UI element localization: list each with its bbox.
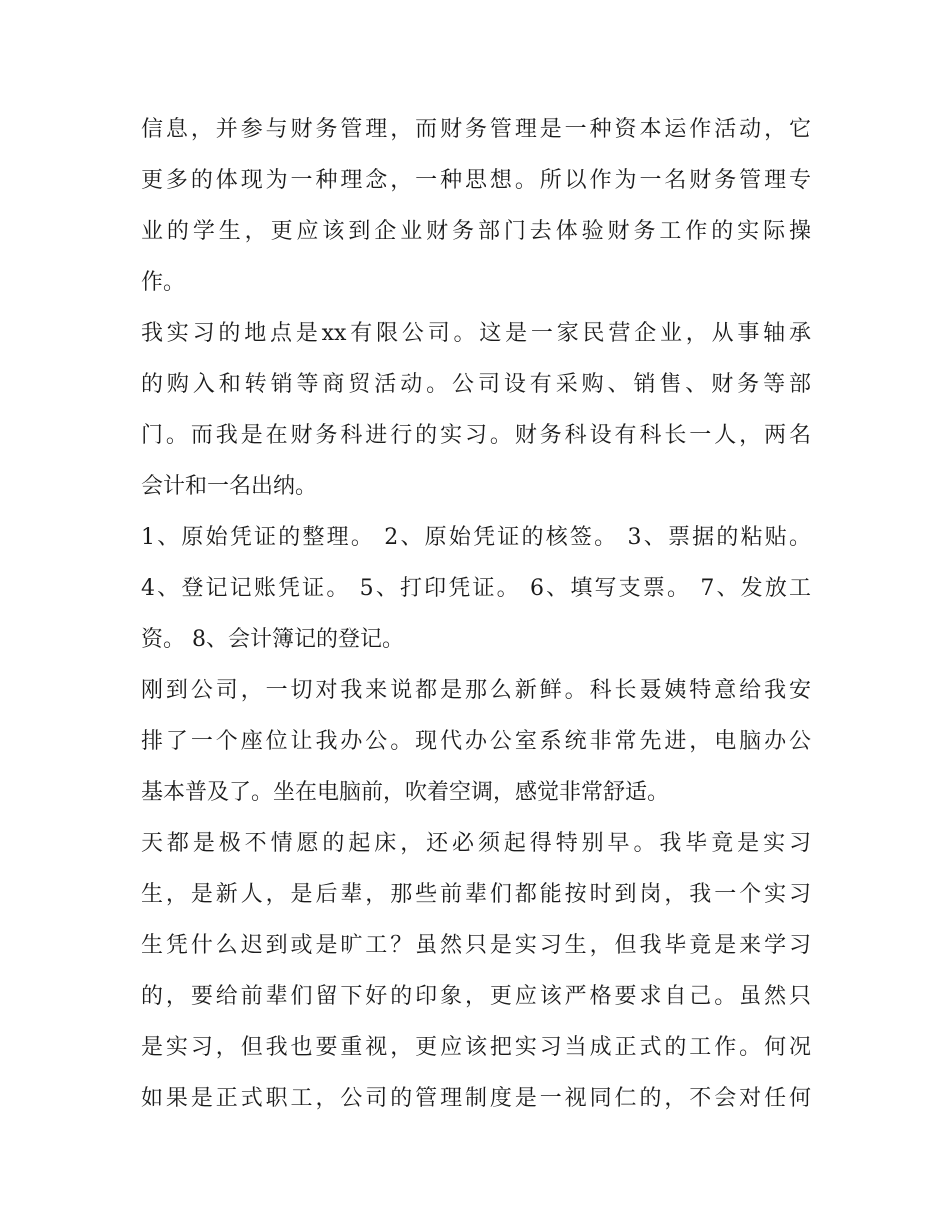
paragraph	[141, 818, 811, 1124]
paragraph	[141, 512, 811, 665]
text-line: 的购入和转销等商贸活动。公司设有采购、销售、财务等部	[141, 372, 811, 397]
paragraph	[141, 308, 811, 512]
text-line: 更多的体现为一种理念，一种思想。所以作为一名财务管理专	[141, 168, 811, 193]
text-line: 会计和一名出纳。	[141, 474, 318, 499]
text-line: 基本普及了。坐在电脑前，吹着空调，感觉非常舒适。	[141, 780, 670, 805]
document-body	[141, 104, 811, 1124]
text-line: 如果是正式职工，公司的管理制度是一视同仁的，不会对任何	[141, 1086, 811, 1111]
text-line: 我实习的地点是xx有限公司。这是一家民营企业，从事轴承	[141, 321, 811, 346]
text-line: 生，是新人，是后辈，那些前辈们都能按时到岗，我一个实习	[141, 882, 811, 907]
text-line: 1、原始凭证的整理。 2、原始凭证的核签。 3、票据的粘贴。	[141, 525, 811, 550]
text-line: 4、登记记账凭证。 5、打印凭证。 6、填写支票。 7、发放工	[141, 576, 811, 601]
text-line: 业的学生，更应该到企业财务部门去体验财务工作的实际操	[141, 219, 811, 244]
paragraph	[141, 104, 811, 308]
text-line: 天都是极不情愿的起床，还必须起得特别早。我毕竟是实习	[141, 831, 811, 856]
text-line: 门。而我是在财务科进行的实习。财务科设有科长一人，两名	[141, 423, 811, 448]
text-line: 的，要给前辈们留下好的印象，更应该严格要求自己。虽然只	[141, 984, 811, 1009]
text-line: 生凭什么迟到或是旷工？虽然只是实习生，但我毕竟是来学习	[141, 933, 811, 958]
text-line: 是实习，但我也要重视，更应该把实习当成正式的工作。何况	[141, 1035, 811, 1060]
text-line: 资。 8、会计簿记的登记。	[141, 627, 404, 652]
text-line: 刚到公司，一切对我来说都是那么新鲜。科长聂姨特意给我安	[141, 678, 811, 703]
text-line: 作。	[141, 270, 186, 295]
text-line: 排了一个座位让我办公。现代办公室系统非常先进，电脑办公	[141, 729, 811, 754]
paragraph	[141, 665, 811, 818]
text-line: 信息，并参与财务管理，而财务管理是一种资本运作活动，它	[141, 117, 811, 142]
